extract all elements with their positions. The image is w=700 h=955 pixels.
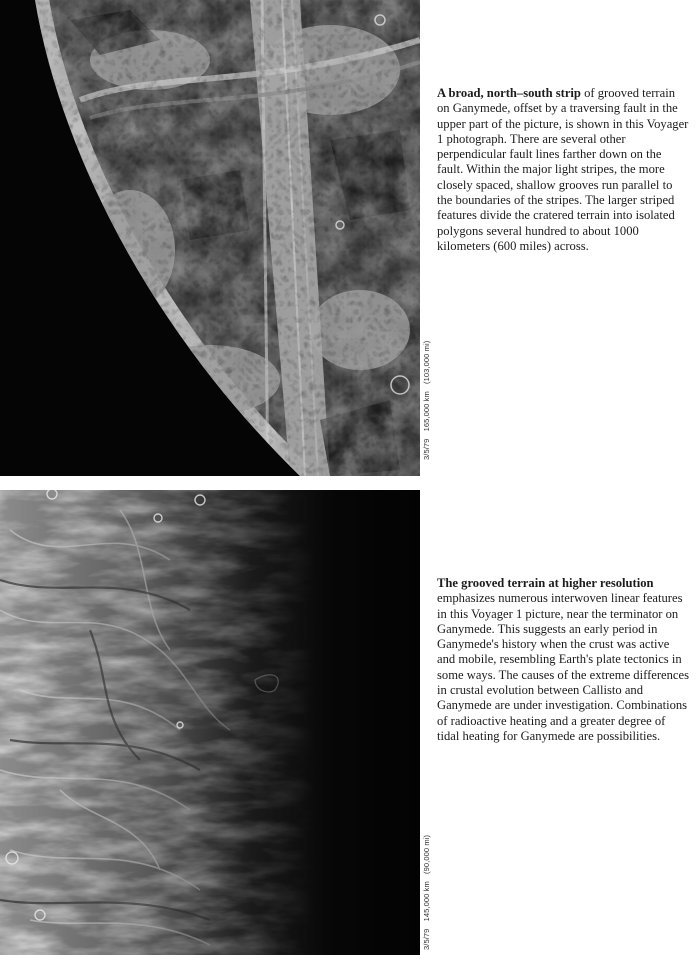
top-credit-miles: (103,000 mi) xyxy=(422,340,431,384)
bottom-caption xyxy=(437,576,689,744)
top-caption-lead: A broad, north–south strip xyxy=(437,86,581,100)
bottom-credit-distance: 145,000 km xyxy=(422,881,431,922)
ganymede-grooved-strip-photo xyxy=(0,0,420,476)
bottom-credit-miles: (90,000 mi) xyxy=(422,834,431,874)
bottom-credit-date: 3/5/79 xyxy=(422,928,431,950)
top-credit-distance: 165,000 km xyxy=(422,391,431,432)
bottom-caption-body: emphasizes numerous interwoven linear features in this Voyager 1 picture, near the terminator on Ganymede. This suggests an early period in Ganymede's history when the crust was active and mobile, resembling Earth's plate tectonics in some ways. The causes of the extreme differences in crustal evolution between Callisto and Ganymede are under investigation. Combinations of radioactive heating and a greater degree of tidal heating for Ganymede are possibilities. xyxy=(437,591,690,743)
top-caption xyxy=(437,86,689,254)
top-credit-date: 3/5/79 xyxy=(422,438,431,460)
bottom-caption-lead: The grooved terrain at higher resolution xyxy=(437,576,654,590)
bottom-photo-credit xyxy=(421,820,433,950)
grooved-terrain-terminator-photo xyxy=(0,490,420,955)
top-photo-credit xyxy=(421,330,433,460)
top-caption-body: of grooved terrain on Ganymede, offset by a traversing fault in the upper part of the picture, is shown in this Voyager 1 photograph. There are several other perpendicular fault lines farther down on the fault. Within the major light stripes, the more closely spaced, shallow grooves run parallel to the boundaries of the stripes. The larger striped features divide the cratered terrain into isolated polygons several hundred to about 1000 kilometers (600 miles) across. xyxy=(437,86,689,253)
